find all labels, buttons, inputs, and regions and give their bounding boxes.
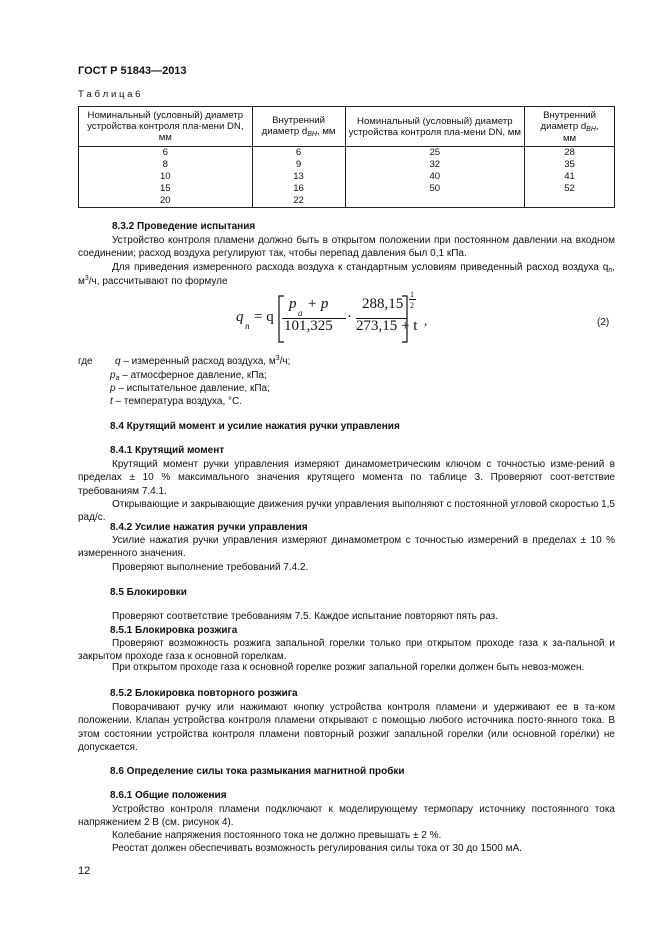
table-cell: 28 bbox=[525, 147, 615, 160]
table-cell: 13 bbox=[252, 171, 345, 183]
formula-den1: 101,325 bbox=[284, 318, 333, 334]
table-cell: 35 bbox=[525, 159, 615, 171]
col-header-dn-2: Номинальный (условный) диаметр устройства контроля пла-мени DN, мм bbox=[345, 107, 525, 147]
table-row bbox=[79, 195, 615, 208]
right-bracket-icon bbox=[400, 294, 410, 344]
table-cell: 6 bbox=[252, 147, 345, 160]
section-heading-8-6-1: 8.6.1 Общие положения bbox=[110, 790, 227, 801]
section-heading-8-4-1: 8.4.1 Крутящий момент bbox=[110, 445, 225, 456]
section-heading-8-5-2: 8.5.2 Блокировка повторного розжига bbox=[110, 688, 298, 699]
where-item: q – измеренный расход воздуха, $м^3/ч$; bbox=[115, 355, 291, 367]
table-row bbox=[79, 171, 615, 183]
section-heading-8-4-2: 8.4.2 Усилие нажатия ручки управления bbox=[110, 522, 308, 533]
table-cell: 9 bbox=[252, 159, 345, 171]
table-cell: 40 bbox=[345, 171, 525, 183]
table-cell: 32 bbox=[345, 159, 525, 171]
formula-lhs-sub: n bbox=[245, 321, 250, 331]
section-heading-8-3-2: 8.3.2 Проведение испытания bbox=[112, 221, 256, 232]
col-header-inner-diameter-2: Внутренний диаметр $d_{ВН}$, мм bbox=[525, 107, 615, 147]
table-cell: 25 bbox=[345, 147, 525, 160]
paragraph: Для приведения измеренного расхода воздуха к стандартным условиям приведенный расход воздуха $q_n$, $м^3/ч$, рассчитывают по формуле bbox=[78, 262, 615, 288]
paragraph: Проверяют выполнение требований 7.4.2. bbox=[112, 562, 309, 573]
section-heading-8-5-1: 8.5.1 Блокировка розжига bbox=[110, 625, 238, 636]
formula-comma: , bbox=[424, 313, 428, 328]
formula-exp-den: 2 bbox=[410, 301, 414, 310]
formula-plus: + p bbox=[307, 296, 329, 312]
table-cell: 8 bbox=[79, 159, 253, 171]
table-row bbox=[79, 147, 615, 160]
paragraph: Усилие нажатия ручки управления измеряют динамометром с точностью измерений в пределах ± 10 % измеренного значения. bbox=[78, 535, 615, 560]
paragraph: Колебание напряжения постоянного тока не должно превышать ± 2 %. bbox=[112, 830, 442, 841]
paragraph: Проверяют возможность розжига запальной горелки только при открытом проходе газа к за-пальной и закрытом проходе газа к основной горелкам. bbox=[78, 638, 615, 663]
table-caption: Т а б л и ц а 6 bbox=[78, 89, 141, 100]
where-item: $p_a$ – атмосферное давление, кПа; bbox=[110, 370, 267, 382]
table-cell: 16 bbox=[252, 183, 345, 195]
where-item: p – испытательное давление, кПа; bbox=[110, 383, 270, 394]
section-heading-8-6: 8.6 Определение силы тока размыкания магнитной пробки bbox=[110, 766, 405, 777]
paragraph: Устройство контроля пламени должно быть в открытом положении при постоянном давлении на входном соединении; расход воздуха регулируют так, чтобы перепад давления был 0,1 кПа. bbox=[78, 235, 615, 260]
table-cell bbox=[345, 195, 525, 208]
table-cell: 6 bbox=[79, 147, 253, 160]
paragraph: Устройство контроля пламени подключают к моделирующему термопару источнику постоянного тока напряжением 2 В (см. рисунок 4). bbox=[78, 804, 615, 829]
paragraph: Крутящий момент ручки управления измеряют динамометрическим ключом с точностью изме-рений в пределах ± 10 % максимального значения крутящего момента по таблице 3. Проверяют соот-ветствие требованиям 7.4.1. bbox=[78, 459, 615, 497]
formula-dot: · bbox=[347, 309, 352, 325]
paragraph: Проверяют соответствие требованиям 7.5. Каждое испытание повторяют пять раз. bbox=[112, 611, 499, 622]
page-number: 12 bbox=[78, 865, 91, 877]
table-cell: 22 bbox=[252, 195, 345, 208]
table-row bbox=[79, 159, 615, 171]
section-heading-8-4: 8.4 Крутящий момент и усилие нажатия ручки управления bbox=[110, 421, 400, 432]
table-cell: 50 bbox=[345, 183, 525, 195]
paragraph: Реостат должен обеспечивать возможность регулирования силы тока от 30 до 1500 мА. bbox=[112, 843, 522, 854]
col-header-inner-diameter-1: Внутренний диаметр $d_{ВН}$, мм bbox=[252, 107, 345, 147]
table-cell: 10 bbox=[79, 171, 253, 183]
paragraph: Поворачивают ручку или нажимают кнопку устройства контроля пламени и удерживают ее в та-ком положении. Клапан устройства контроля пламени открывают с помощью любого источника посто-янного тока. В этом состоянии устройства контроля пламени повторный розжиг запальной горелки (или основной горелки) не допускается. bbox=[78, 702, 615, 754]
table-cell: 41 bbox=[525, 171, 615, 183]
paragraph: Открывающие и закрывающие движения ручки управления выполняют с постоянной угловой скоростью 1,5 рад/с. bbox=[78, 499, 615, 524]
table-row bbox=[79, 183, 615, 195]
formula-num1-sub: a bbox=[298, 308, 303, 318]
formula-exp-num: 1 bbox=[410, 290, 414, 299]
where-label: где bbox=[78, 356, 93, 367]
table-6 bbox=[78, 106, 615, 208]
paragraph: При открытом проходе газа к основной горелке розжиг запальной горелки должен быть невоз-можен. bbox=[112, 662, 585, 673]
document-code: ГОСТ Р 51843—2013 bbox=[78, 65, 187, 77]
section-heading-8-5: 8.5 Блокировки bbox=[110, 587, 187, 598]
formula-number: (2) bbox=[597, 317, 610, 328]
col-header-dn-1: Номинальный (условный) диаметр устройства контроля пла-мени DN, мм bbox=[79, 107, 253, 147]
table-cell bbox=[525, 195, 615, 208]
table-cell: 52 bbox=[525, 183, 615, 195]
formula-num1: p bbox=[289, 296, 297, 312]
table-cell: 15 bbox=[79, 183, 253, 195]
where-item: t – температура воздуха, °С. bbox=[110, 396, 243, 407]
formula-lhs: q bbox=[236, 309, 244, 325]
formula-den2: 273,15 + t bbox=[356, 318, 418, 334]
formula-eq: = q bbox=[254, 309, 274, 325]
table-cell: 20 bbox=[79, 195, 253, 208]
formula-num2: 288,15 bbox=[362, 296, 404, 312]
table-header-row bbox=[79, 107, 615, 147]
